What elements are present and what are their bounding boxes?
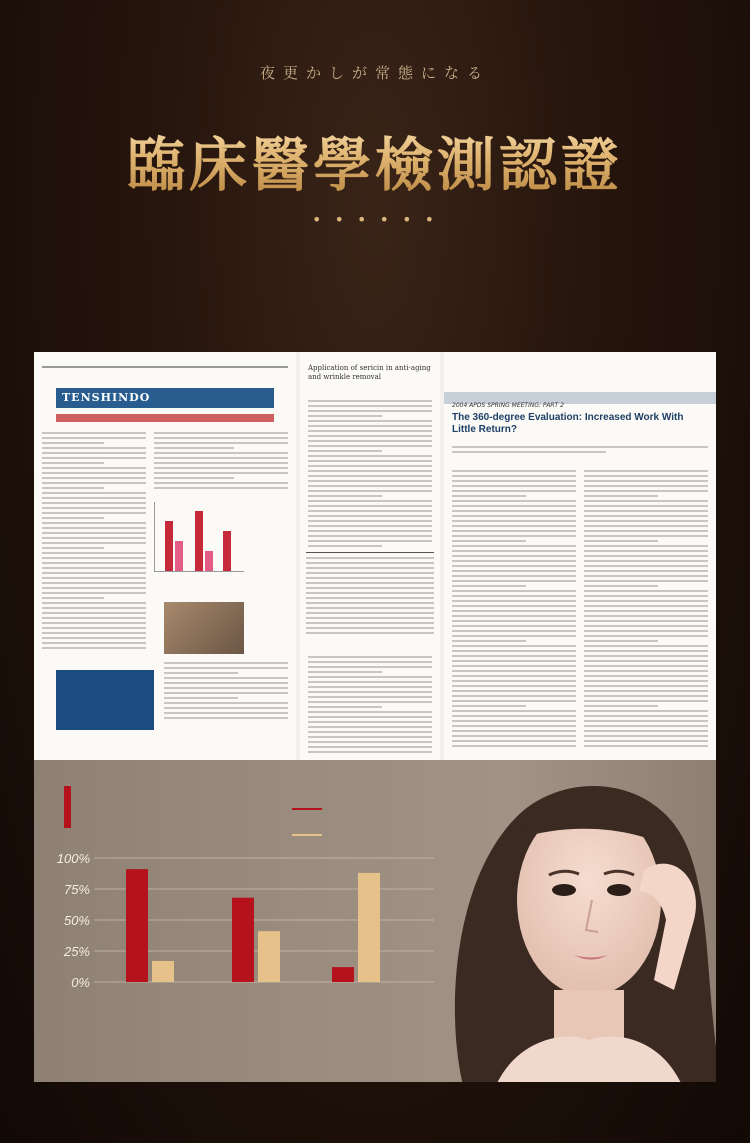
y-tick-label: 100%	[56, 851, 90, 866]
bar-series-1-group-2	[232, 898, 254, 982]
legend-gold-line	[292, 834, 322, 836]
document-page-left	[34, 352, 296, 760]
bar-series-1-group-3	[332, 967, 354, 982]
bar-series-2-group-3	[358, 873, 380, 982]
y-tick-label: 25%	[63, 944, 90, 959]
y-tick-label: 0%	[71, 975, 90, 990]
meeting-banner	[444, 392, 716, 409]
document-page-middle	[300, 352, 440, 760]
document-photo	[164, 602, 244, 654]
bar-series-2-group-1	[152, 961, 174, 982]
comparison-section	[34, 760, 716, 1082]
bar-series-1-group-1	[126, 869, 148, 982]
document-page-right	[444, 352, 716, 760]
y-tick-label: 50%	[63, 913, 90, 928]
document-blue-box	[56, 670, 154, 730]
model-portrait	[404, 760, 716, 1082]
masthead: TENSHINDO	[56, 388, 274, 408]
meeting-label: 2004 APDS SPRING MEETING: PART 2	[452, 402, 564, 409]
decorative-dots: • • • • • •	[311, 210, 439, 229]
headline-bar	[56, 414, 274, 422]
article-title: Application of sericin in anti-aging and wrinkle removal	[308, 364, 431, 381]
bar-series-2-group-2	[258, 931, 280, 982]
data-table	[306, 552, 434, 648]
document-mini-chart	[154, 502, 244, 572]
article-title-right: The 360-degree Evaluation: Increased Work With Little Return?	[452, 412, 684, 435]
legend-red-line	[292, 808, 322, 810]
certification-documents	[34, 352, 716, 760]
accent-bar	[64, 786, 71, 828]
subtitle: 夜更かしが常態になる	[259, 64, 490, 82]
y-tick-label: 75%	[63, 882, 90, 897]
page-title: 臨床醫學檢測認證	[0, 118, 750, 202]
comparison-bar-chart	[34, 840, 434, 1080]
